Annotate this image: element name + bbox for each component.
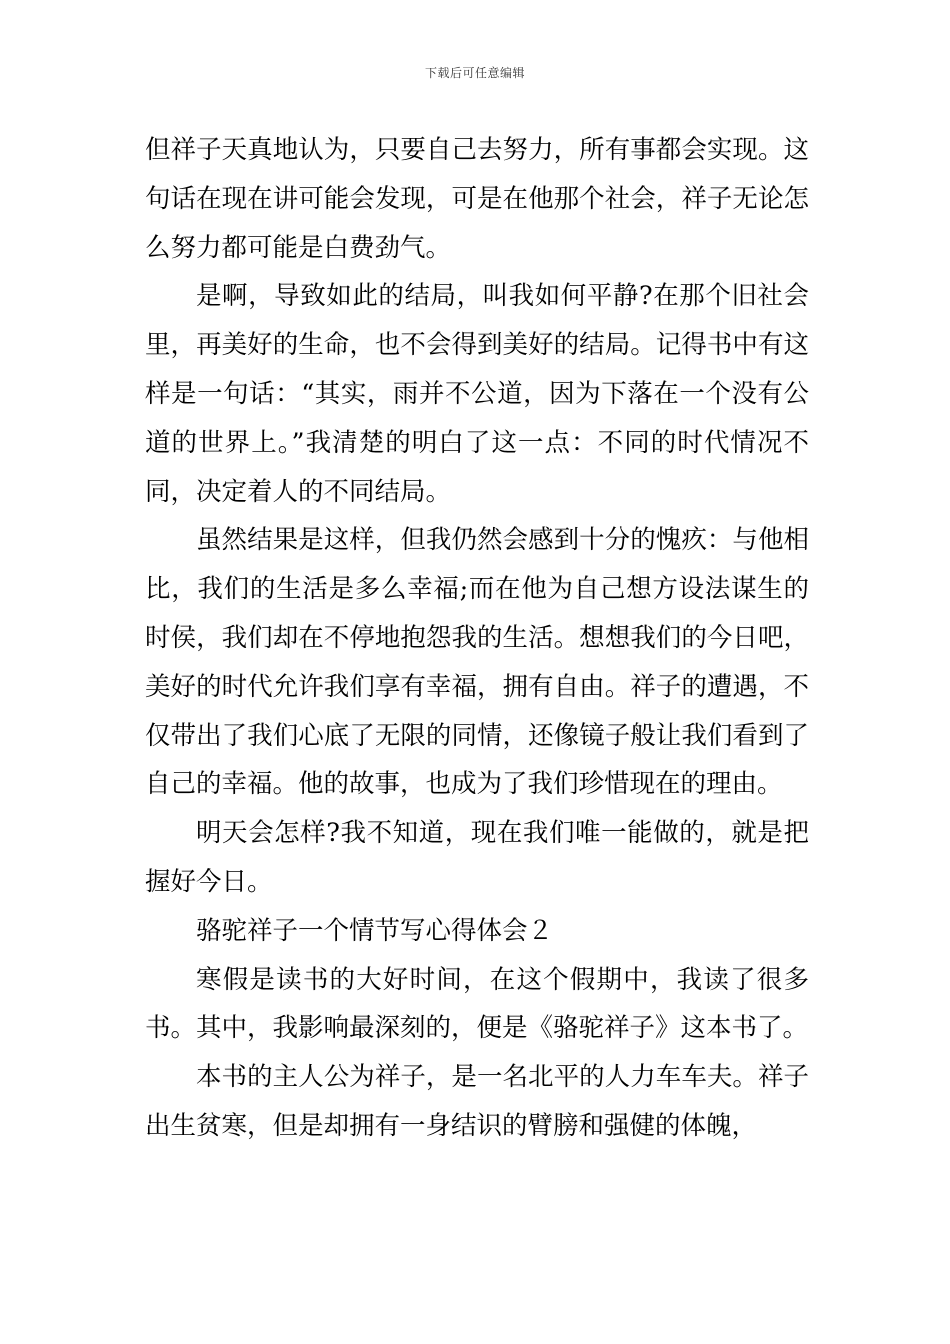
document-body: [145, 126, 809, 1151]
paragraph-5: 寒假是读书的大好时间，在这个假期中，我读了很多书。其中，我影响最深刻的，便是《骆驼祥子》这本书了。: [145, 964, 809, 1044]
paragraph-2: 是啊，导致如此的结局，叫我如何平静?在那个旧社会里，再美好的生命，也不会得到美好的结局。记得书中有这样是一句话：“其实，雨并不公道，因为下落在一个没有公道的世界上。”我清楚的明白了这一点：不同的时代情况不同，决定着人的不同结局。: [145, 281, 809, 507]
paragraph-6: 本书的主人公为祥子，是一名北平的人力车车夫。祥子出生贫寒，但是却拥有一身结识的臂膀和强健的体魄，: [145, 1062, 809, 1141]
section-heading: 骆驼祥子一个情节写心得体会２: [196, 915, 554, 946]
paragraph-3: 虽然结果是这样，但我仍然会感到十分的愧疚：与他相比，我们的生活是多么幸福;而在他为自己想方设法谋生的时侯，我们却在不停地抱怨我的生活。想想我们的今日吧，美好的时代允许我们享有幸福，拥有自由。祥子的遭遇，不仅带出了我们心底了无限的同情，还像镜子般让我们看到了自己的幸福。他的故事，也成为了我们珍惜现在的理由。: [145, 525, 809, 800]
paragraph-4: 明天会怎样?我不知道，现在我们唯一能做的，就是把握好今日。: [145, 818, 809, 897]
page-header: 下载后可任意编辑: [424, 66, 525, 80]
paragraph-1: 但祥子天真地认为，只要自己去努力，所有事都会实现。这句话在现在讲可能会发现，可是在他那个社会，祥子无论怎么努力都可能是白费劲气。: [145, 135, 809, 263]
